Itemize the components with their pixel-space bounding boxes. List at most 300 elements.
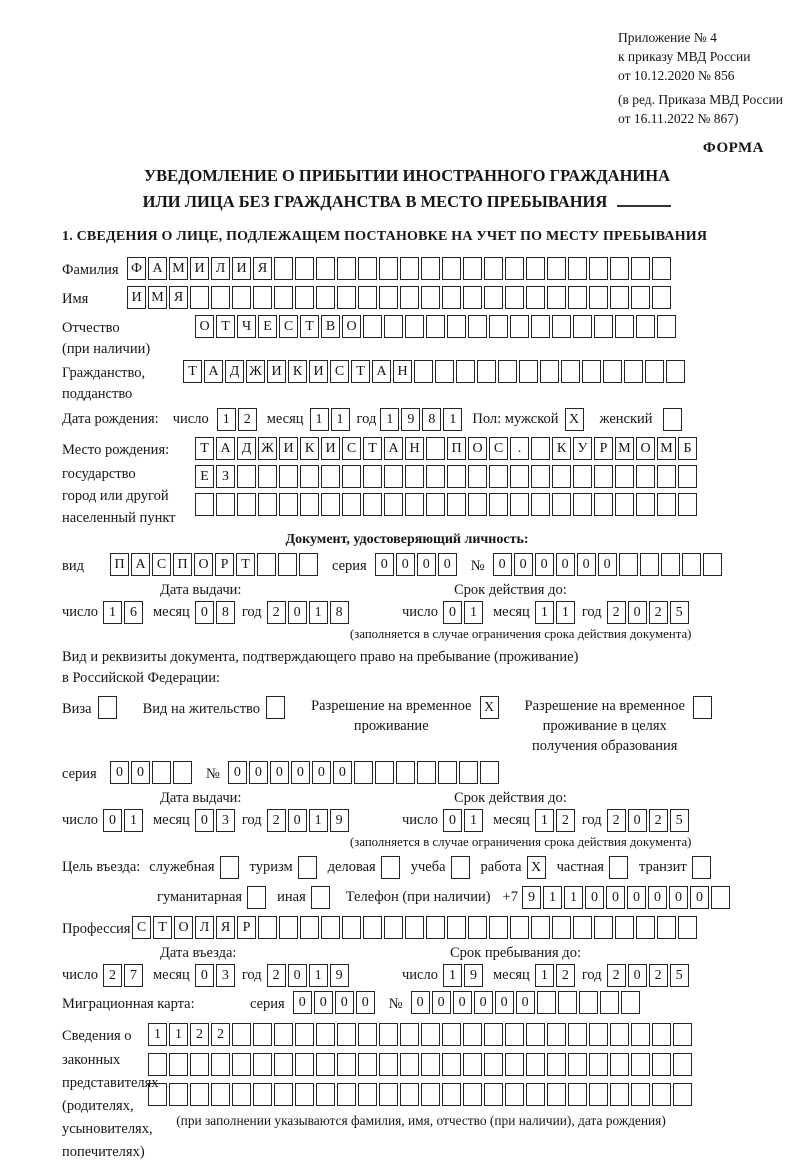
char-box[interactable] — [552, 315, 571, 338]
char-box[interactable] — [463, 286, 482, 309]
char-box[interactable] — [673, 1083, 692, 1106]
char-box[interactable]: 2 — [267, 601, 286, 624]
char-box[interactable]: 0 — [312, 761, 331, 784]
char-box[interactable] — [484, 257, 503, 280]
char-box[interactable]: 0 — [291, 761, 310, 784]
char-box[interactable]: 1 — [535, 809, 554, 832]
char-box[interactable] — [547, 1083, 566, 1106]
char-box[interactable]: 0 — [335, 991, 354, 1014]
char-box[interactable] — [603, 360, 622, 383]
char-box[interactable]: М — [148, 286, 167, 309]
char-box[interactable] — [237, 493, 256, 516]
char-box[interactable] — [484, 1023, 503, 1046]
char-box[interactable] — [298, 856, 317, 879]
char-box[interactable]: 1 — [309, 964, 328, 987]
char-box[interactable]: И — [279, 437, 298, 460]
char-box[interactable] — [279, 465, 298, 488]
char-box[interactable]: А — [131, 553, 150, 576]
char-box[interactable]: 2 — [649, 964, 668, 987]
char-box[interactable] — [505, 1053, 524, 1076]
char-box[interactable] — [661, 553, 680, 576]
char-box[interactable]: О — [174, 916, 193, 939]
char-box[interactable] — [589, 1053, 608, 1076]
char-box[interactable] — [526, 1053, 545, 1076]
char-box[interactable] — [568, 257, 587, 280]
char-box[interactable] — [589, 1083, 608, 1106]
char-box[interactable] — [468, 916, 487, 939]
char-box[interactable] — [232, 1053, 251, 1076]
char-box[interactable]: 1 — [103, 601, 122, 624]
char-box[interactable] — [195, 493, 214, 516]
char-box[interactable]: 1 — [443, 964, 462, 987]
char-box[interactable] — [258, 465, 277, 488]
char-box[interactable] — [468, 465, 487, 488]
char-box[interactable]: 1 — [380, 408, 399, 431]
char-box[interactable] — [594, 916, 613, 939]
char-box[interactable] — [358, 257, 377, 280]
char-box[interactable]: 0 — [333, 761, 352, 784]
char-box[interactable] — [510, 493, 529, 516]
char-box[interactable]: А — [372, 360, 391, 383]
char-box[interactable] — [396, 761, 415, 784]
char-box[interactable] — [582, 360, 601, 383]
char-box[interactable]: 0 — [438, 553, 457, 576]
char-box[interactable] — [489, 465, 508, 488]
char-box[interactable] — [505, 286, 524, 309]
char-box[interactable] — [589, 286, 608, 309]
char-box[interactable]: В — [321, 315, 340, 338]
char-box[interactable]: 0 — [627, 886, 646, 909]
char-box[interactable]: А — [148, 257, 167, 280]
char-box[interactable] — [358, 1023, 377, 1046]
char-box[interactable]: 0 — [293, 991, 312, 1014]
char-box[interactable] — [232, 1083, 251, 1106]
char-box[interactable]: 1 — [124, 809, 143, 832]
char-box[interactable]: И — [190, 257, 209, 280]
char-box[interactable] — [456, 360, 475, 383]
char-box[interactable] — [547, 1023, 566, 1046]
char-box[interactable]: 1 — [535, 601, 554, 624]
char-box[interactable] — [257, 553, 276, 576]
char-box[interactable]: С — [279, 315, 298, 338]
char-box[interactable] — [384, 493, 403, 516]
char-box[interactable] — [400, 1023, 419, 1046]
char-box[interactable] — [405, 465, 424, 488]
char-box[interactable] — [417, 761, 436, 784]
char-box[interactable] — [480, 761, 499, 784]
char-box[interactable]: Ж — [258, 437, 277, 460]
char-box[interactable]: 0 — [270, 761, 289, 784]
char-box[interactable]: Т — [195, 437, 214, 460]
char-box[interactable] — [300, 493, 319, 516]
char-box[interactable] — [489, 315, 508, 338]
char-box[interactable] — [459, 761, 478, 784]
char-box[interactable] — [342, 916, 361, 939]
char-box[interactable]: 0 — [103, 809, 122, 832]
char-box[interactable]: X — [480, 696, 499, 719]
char-box[interactable]: 5 — [670, 964, 689, 987]
char-box[interactable] — [442, 257, 461, 280]
char-box[interactable] — [421, 1053, 440, 1076]
char-box[interactable]: П — [110, 553, 129, 576]
char-box[interactable] — [678, 465, 697, 488]
char-box[interactable] — [337, 257, 356, 280]
char-box[interactable] — [321, 493, 340, 516]
char-box[interactable]: П — [173, 553, 192, 576]
char-box[interactable] — [652, 286, 671, 309]
char-box[interactable]: 1 — [331, 408, 350, 431]
char-box[interactable] — [609, 856, 628, 879]
char-box[interactable] — [703, 553, 722, 576]
char-box[interactable]: 8 — [216, 601, 235, 624]
char-box[interactable]: Е — [195, 465, 214, 488]
char-box[interactable]: 0 — [628, 809, 647, 832]
char-box[interactable]: О — [342, 315, 361, 338]
char-box[interactable] — [526, 286, 545, 309]
char-box[interactable]: 0 — [606, 886, 625, 909]
char-box[interactable] — [561, 360, 580, 383]
char-box[interactable]: 6 — [124, 601, 143, 624]
char-box[interactable] — [531, 465, 550, 488]
char-box[interactable] — [279, 916, 298, 939]
char-box[interactable] — [379, 1053, 398, 1076]
char-box[interactable] — [519, 360, 538, 383]
char-box[interactable]: 0 — [288, 809, 307, 832]
char-box[interactable] — [636, 315, 655, 338]
char-box[interactable]: М — [169, 257, 188, 280]
char-box[interactable]: О — [195, 315, 214, 338]
char-box[interactable] — [673, 1023, 692, 1046]
char-box[interactable] — [510, 916, 529, 939]
char-box[interactable]: 9 — [330, 964, 349, 987]
char-box[interactable] — [510, 315, 529, 338]
char-box[interactable] — [237, 465, 256, 488]
char-box[interactable] — [426, 437, 445, 460]
char-box[interactable] — [300, 465, 319, 488]
char-box[interactable]: 0 — [556, 553, 575, 576]
char-box[interactable] — [299, 553, 318, 576]
char-box[interactable] — [610, 1083, 629, 1106]
char-box[interactable]: Т — [183, 360, 202, 383]
char-box[interactable] — [594, 315, 613, 338]
char-box[interactable]: И — [309, 360, 328, 383]
char-box[interactable] — [537, 991, 556, 1014]
char-box[interactable]: К — [288, 360, 307, 383]
char-box[interactable]: Н — [393, 360, 412, 383]
char-box[interactable] — [211, 1053, 230, 1076]
char-box[interactable] — [295, 286, 314, 309]
char-box[interactable]: 0 — [493, 553, 512, 576]
char-box[interactable] — [363, 493, 382, 516]
char-box[interactable]: С — [132, 916, 151, 939]
char-box[interactable]: 0 — [628, 601, 647, 624]
char-box[interactable]: 7 — [124, 964, 143, 987]
char-box[interactable]: 9 — [330, 809, 349, 832]
char-box[interactable] — [631, 286, 650, 309]
char-box[interactable] — [468, 315, 487, 338]
char-box[interactable]: Я — [169, 286, 188, 309]
char-box[interactable]: 2 — [238, 408, 257, 431]
char-box[interactable] — [526, 1023, 545, 1046]
char-box[interactable] — [253, 1083, 272, 1106]
char-box[interactable] — [600, 991, 619, 1014]
char-box[interactable] — [442, 286, 461, 309]
char-box[interactable]: О — [636, 437, 655, 460]
char-box[interactable]: 5 — [670, 601, 689, 624]
char-box[interactable] — [463, 1053, 482, 1076]
char-box[interactable]: Р — [237, 916, 256, 939]
char-box[interactable]: 0 — [474, 991, 493, 1014]
char-box[interactable]: 0 — [628, 964, 647, 987]
char-box[interactable]: 0 — [314, 991, 333, 1014]
char-box[interactable] — [321, 465, 340, 488]
char-box[interactable] — [311, 886, 330, 909]
char-box[interactable]: Н — [405, 437, 424, 460]
char-box[interactable]: Ж — [246, 360, 265, 383]
char-box[interactable] — [232, 286, 251, 309]
char-box[interactable]: 0 — [288, 601, 307, 624]
char-box[interactable]: 0 — [585, 886, 604, 909]
char-box[interactable] — [631, 257, 650, 280]
char-box[interactable] — [316, 257, 335, 280]
char-box[interactable]: 0 — [195, 601, 214, 624]
char-box[interactable]: 3 — [216, 964, 235, 987]
char-box[interactable] — [384, 916, 403, 939]
char-box[interactable]: 2 — [649, 601, 668, 624]
char-box[interactable] — [498, 360, 517, 383]
char-box[interactable]: 0 — [131, 761, 150, 784]
char-box[interactable] — [375, 761, 394, 784]
char-box[interactable]: 1 — [535, 964, 554, 987]
char-box[interactable] — [316, 1083, 335, 1106]
char-box[interactable] — [568, 1083, 587, 1106]
char-box[interactable] — [253, 1053, 272, 1076]
char-box[interactable] — [666, 360, 685, 383]
char-box[interactable] — [405, 493, 424, 516]
char-box[interactable] — [631, 1053, 650, 1076]
char-box[interactable] — [278, 553, 297, 576]
char-box[interactable] — [468, 493, 487, 516]
char-box[interactable]: С — [152, 553, 171, 576]
char-box[interactable] — [489, 916, 508, 939]
char-box[interactable]: 2 — [556, 809, 575, 832]
char-box[interactable] — [657, 493, 676, 516]
char-box[interactable]: А — [204, 360, 223, 383]
char-box[interactable] — [463, 257, 482, 280]
char-box[interactable] — [400, 286, 419, 309]
char-box[interactable] — [594, 493, 613, 516]
char-box[interactable] — [477, 360, 496, 383]
char-box[interactable]: 0 — [195, 809, 214, 832]
char-box[interactable]: У — [573, 437, 592, 460]
char-box[interactable] — [384, 315, 403, 338]
char-box[interactable]: 0 — [432, 991, 451, 1014]
char-box[interactable]: 2 — [649, 809, 668, 832]
char-box[interactable]: 3 — [216, 809, 235, 832]
char-box[interactable] — [589, 257, 608, 280]
char-box[interactable] — [337, 1023, 356, 1046]
char-box[interactable]: К — [552, 437, 571, 460]
char-box[interactable] — [693, 696, 712, 719]
char-box[interactable] — [400, 1053, 419, 1076]
char-box[interactable]: 0 — [110, 761, 129, 784]
char-box[interactable] — [295, 1053, 314, 1076]
char-box[interactable]: 0 — [375, 553, 394, 576]
char-box[interactable] — [615, 465, 634, 488]
char-box[interactable] — [547, 1053, 566, 1076]
char-box[interactable]: 5 — [670, 809, 689, 832]
char-box[interactable]: И — [127, 286, 146, 309]
char-box[interactable] — [558, 991, 577, 1014]
char-box[interactable]: 2 — [267, 809, 286, 832]
char-box[interactable]: 8 — [422, 408, 441, 431]
char-box[interactable]: 0 — [598, 553, 617, 576]
char-box[interactable] — [421, 1023, 440, 1046]
char-box[interactable]: 0 — [495, 991, 514, 1014]
char-box[interactable] — [451, 856, 470, 879]
char-box[interactable] — [652, 1053, 671, 1076]
char-box[interactable] — [484, 1053, 503, 1076]
char-box[interactable] — [510, 465, 529, 488]
char-box[interactable]: 0 — [669, 886, 688, 909]
char-box[interactable]: 0 — [443, 601, 462, 624]
char-box[interactable] — [400, 257, 419, 280]
char-box[interactable] — [447, 916, 466, 939]
char-box[interactable] — [594, 465, 613, 488]
char-box[interactable] — [363, 315, 382, 338]
char-box[interactable]: Ф — [127, 257, 146, 280]
char-box[interactable] — [573, 315, 592, 338]
char-box[interactable]: 0 — [288, 964, 307, 987]
char-box[interactable] — [421, 286, 440, 309]
char-box[interactable]: 1 — [309, 809, 328, 832]
char-box[interactable] — [173, 761, 192, 784]
char-box[interactable]: С — [342, 437, 361, 460]
char-box[interactable]: 0 — [396, 553, 415, 576]
char-box[interactable] — [526, 1083, 545, 1106]
char-box[interactable]: Д — [225, 360, 244, 383]
char-box[interactable]: Т — [153, 916, 172, 939]
char-box[interactable] — [266, 696, 285, 719]
char-box[interactable] — [316, 1053, 335, 1076]
char-box[interactable] — [358, 286, 377, 309]
char-box[interactable]: 1 — [564, 886, 583, 909]
char-box[interactable] — [552, 916, 571, 939]
char-box[interactable] — [426, 493, 445, 516]
char-box[interactable] — [300, 916, 319, 939]
char-box[interactable] — [657, 315, 676, 338]
char-box[interactable]: 9 — [464, 964, 483, 987]
char-box[interactable] — [337, 286, 356, 309]
char-box[interactable]: 1 — [556, 601, 575, 624]
char-box[interactable] — [98, 696, 117, 719]
char-box[interactable] — [405, 315, 424, 338]
char-box[interactable] — [216, 493, 235, 516]
char-box[interactable] — [426, 916, 445, 939]
char-box[interactable] — [657, 916, 676, 939]
char-box[interactable]: Т — [236, 553, 255, 576]
char-box[interactable] — [232, 1023, 251, 1046]
char-box[interactable] — [579, 991, 598, 1014]
char-box[interactable] — [657, 465, 676, 488]
char-box[interactable]: И — [321, 437, 340, 460]
char-box[interactable] — [610, 1053, 629, 1076]
char-box[interactable] — [711, 886, 730, 909]
char-box[interactable]: X — [527, 856, 546, 879]
char-box[interactable] — [636, 493, 655, 516]
char-box[interactable]: 1 — [169, 1023, 188, 1046]
char-box[interactable]: 9 — [522, 886, 541, 909]
char-box[interactable]: 0 — [228, 761, 247, 784]
char-box[interactable] — [435, 360, 454, 383]
char-box[interactable] — [442, 1023, 461, 1046]
char-box[interactable] — [652, 1083, 671, 1106]
char-box[interactable] — [190, 1053, 209, 1076]
char-box[interactable]: 0 — [443, 809, 462, 832]
char-box[interactable] — [531, 437, 550, 460]
char-box[interactable] — [531, 916, 550, 939]
char-box[interactable] — [169, 1083, 188, 1106]
char-box[interactable] — [552, 465, 571, 488]
char-box[interactable] — [316, 1023, 335, 1046]
char-box[interactable]: . — [510, 437, 529, 460]
char-box[interactable]: А — [216, 437, 235, 460]
char-box[interactable] — [447, 315, 466, 338]
char-box[interactable] — [337, 1053, 356, 1076]
char-box[interactable] — [379, 1023, 398, 1046]
char-box[interactable]: О — [194, 553, 213, 576]
char-box[interactable] — [505, 257, 524, 280]
char-box[interactable] — [610, 286, 629, 309]
char-box[interactable]: 0 — [249, 761, 268, 784]
char-box[interactable]: С — [330, 360, 349, 383]
char-box[interactable] — [379, 257, 398, 280]
char-box[interactable]: 0 — [535, 553, 554, 576]
char-box[interactable] — [295, 1023, 314, 1046]
char-box[interactable]: О — [468, 437, 487, 460]
char-box[interactable] — [274, 1023, 293, 1046]
char-box[interactable] — [463, 1083, 482, 1106]
char-box[interactable] — [552, 493, 571, 516]
char-box[interactable]: 0 — [516, 991, 535, 1014]
char-box[interactable]: Л — [211, 257, 230, 280]
char-box[interactable] — [631, 1023, 650, 1046]
char-box[interactable] — [384, 465, 403, 488]
char-box[interactable]: 1 — [443, 408, 462, 431]
char-box[interactable] — [342, 465, 361, 488]
char-box[interactable] — [531, 315, 550, 338]
char-box[interactable] — [152, 761, 171, 784]
char-box[interactable] — [379, 1083, 398, 1106]
char-box[interactable] — [640, 553, 659, 576]
char-box[interactable] — [636, 465, 655, 488]
char-box[interactable] — [381, 856, 400, 879]
char-box[interactable]: 2 — [267, 964, 286, 987]
char-box[interactable] — [190, 1083, 209, 1106]
char-box[interactable] — [316, 286, 335, 309]
char-box[interactable] — [447, 465, 466, 488]
char-box[interactable] — [484, 286, 503, 309]
char-box[interactable] — [421, 257, 440, 280]
char-box[interactable] — [636, 916, 655, 939]
char-box[interactable]: С — [489, 437, 508, 460]
char-box[interactable] — [573, 916, 592, 939]
char-box[interactable]: Л — [195, 916, 214, 939]
char-box[interactable]: 0 — [577, 553, 596, 576]
char-box[interactable]: X — [565, 408, 584, 431]
char-box[interactable] — [631, 1083, 650, 1106]
char-box[interactable]: И — [232, 257, 251, 280]
